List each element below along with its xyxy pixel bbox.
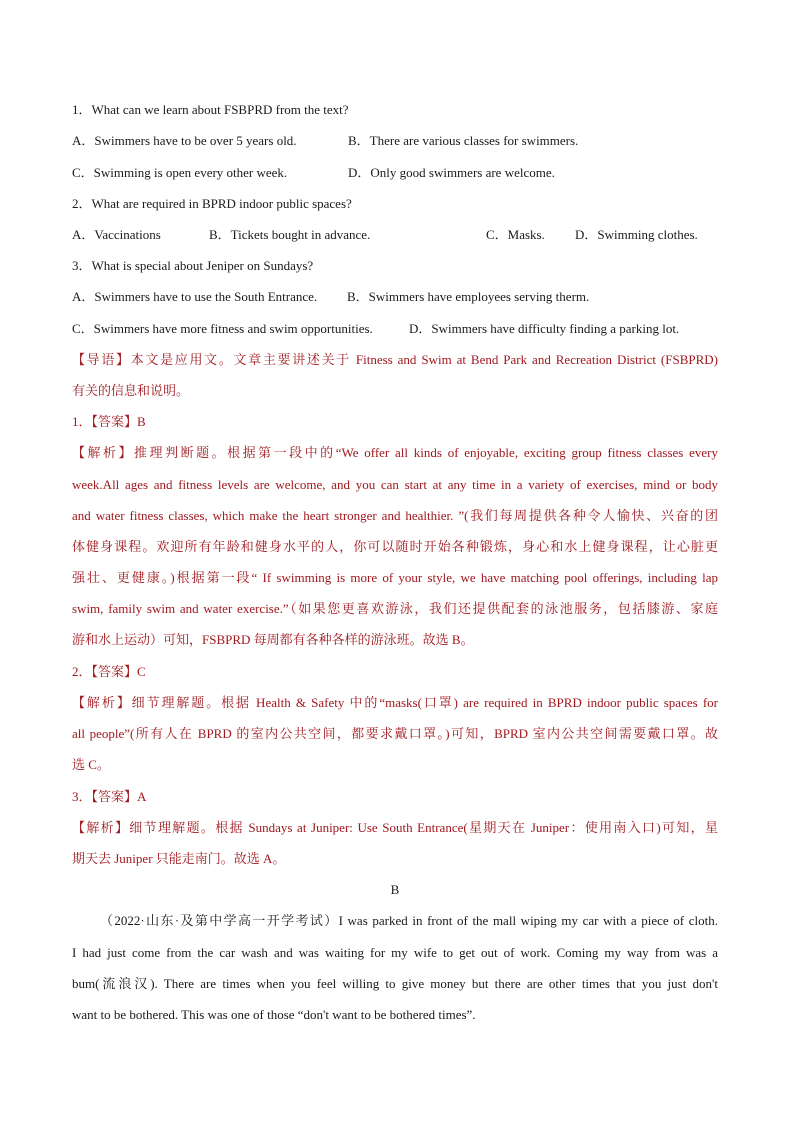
q2-option-d: D．Swimming clothes. <box>575 227 698 242</box>
analysis-3-line-1 <box>72 818 718 838</box>
q2-option-b: B．Tickets bought in advance. <box>209 227 371 242</box>
analysis-2-line-1 <box>72 693 718 713</box>
question-1-stem: 1．What can we learn about FSBPRD from the text? <box>72 102 349 117</box>
guide-line-2: 有关的信息和说明。 <box>72 383 190 398</box>
analysis-3-text-1: 细节理解题。根据 Sundays at Juniper: Use South Entrance(星期天在 Juniper：使用南入口)可知，星 <box>129 820 718 835</box>
q3-option-d: D．Swimmers have difficulty finding a parking lot. <box>409 321 680 336</box>
q3-option-c: C．Swimmers have more fitness and swim opportunities. <box>72 321 373 336</box>
passage-line-1: （2022·山东·及第中学高一开学考试）I was parked in front of the mall wiping my car with a piece of cloth. <box>100 913 718 928</box>
analysis-1-line-7: 游和水上运动）可知，FSBPRD 每周都有各种各样的游泳班。故选 B。 <box>72 632 474 647</box>
passage-line-4: want to be bothered. This was one of those “don't want to be bothered times”. <box>72 1007 476 1022</box>
question-3-stem: 3．What is special about Jeniper on Sundays? <box>72 258 314 273</box>
analysis-1-line-3: and water fitness classes, which make the heart stronger and healthier. ”(我们每周提供各种令人愉快、兴奋的团 <box>72 508 718 523</box>
q1-option-d: D．Only good swimmers are welcome. <box>348 165 555 180</box>
analysis-1-tag: 【解析】 <box>72 445 135 460</box>
q1-option-c: C．Swimming is open every other week. <box>72 165 288 180</box>
analysis-1-line-1 <box>72 443 718 463</box>
analysis-2-line-3: 选 C。 <box>72 757 110 772</box>
guide-line-1 <box>72 350 718 370</box>
question-2-stem: 2．What are required in BPRD indoor public spaces? <box>72 196 352 211</box>
analysis-2-line-2: all people”(所有人在 BPRD 的室内公共空间，都要求戴口罩。)可知，BPRD 室内公共空间需要戴口罩。故 <box>72 726 718 741</box>
analysis-3-tag: 【解析】 <box>72 820 130 835</box>
guide-tag: 【导语】 <box>72 352 131 367</box>
passage-line-2: I had just come from the car wash and was waiting for my wife to get out of work. Coming my way from was a <box>72 945 718 960</box>
answer-2: 2．【答案】C <box>72 664 146 679</box>
analysis-1-line-4: 体健身课程。欢迎所有年龄和健身水平的人，你可以随时开始各种锻炼，身心和水上健身课程，让心脏更 <box>72 539 718 554</box>
q3-option-b: B．Swimmers have employees serving therm. <box>347 289 590 304</box>
section-b-heading: B <box>390 882 400 897</box>
analysis-2-text-1: 细节理解题。根据 Health & Safety 中的“masks(口罩) are required in BPRD indoor public spaces for <box>131 695 718 710</box>
analysis-1-text-1: 推理判断题。根据第一段中的“We offer all kinds of enjoyable, exciting group fitness classes every <box>134 445 718 460</box>
analysis-1-line-6: swim, family swim and water exercise.”（如果您更喜欢游泳，我们还提供配套的泳池服务，包括膝游、家庭 <box>72 601 718 616</box>
analysis-2-tag: 【解析】 <box>72 695 132 710</box>
q2-option-c: C．Masks. <box>486 227 545 242</box>
q2-option-a: A．Vaccinations <box>72 227 161 242</box>
q3-option-a: A．Swimmers have to use the South Entrance. <box>72 289 318 304</box>
answer-1: 1．【答案】B <box>72 414 146 429</box>
q1-option-b: B．There are various classes for swimmers. <box>348 133 579 148</box>
analysis-3-line-2: 期天去 Juniper 只能走南门。故选 A。 <box>72 851 286 866</box>
passage-line-3: bum(流浪汉). There are times when you feel willing to give money but there are other times that you just don't <box>72 976 718 991</box>
q1-option-a: A．Swimmers have to be over 5 years old. <box>72 133 297 148</box>
guide-text-1: 本文是应用文。文章主要讲述关于 Fitness and Swim at Bend Park and Recreation District (FSBPRD) <box>130 352 718 367</box>
analysis-1-line-2: week.All ages and fitness levels are welcome, and you can start at any time in a variety of exercises, mind or body <box>72 477 718 492</box>
answer-3: 3．【答案】A <box>72 789 147 804</box>
analysis-1-line-5: 强壮、更健康。)根据第一段“ If swimming is more of your style, we have matching pool offerings, including lap <box>72 570 718 585</box>
